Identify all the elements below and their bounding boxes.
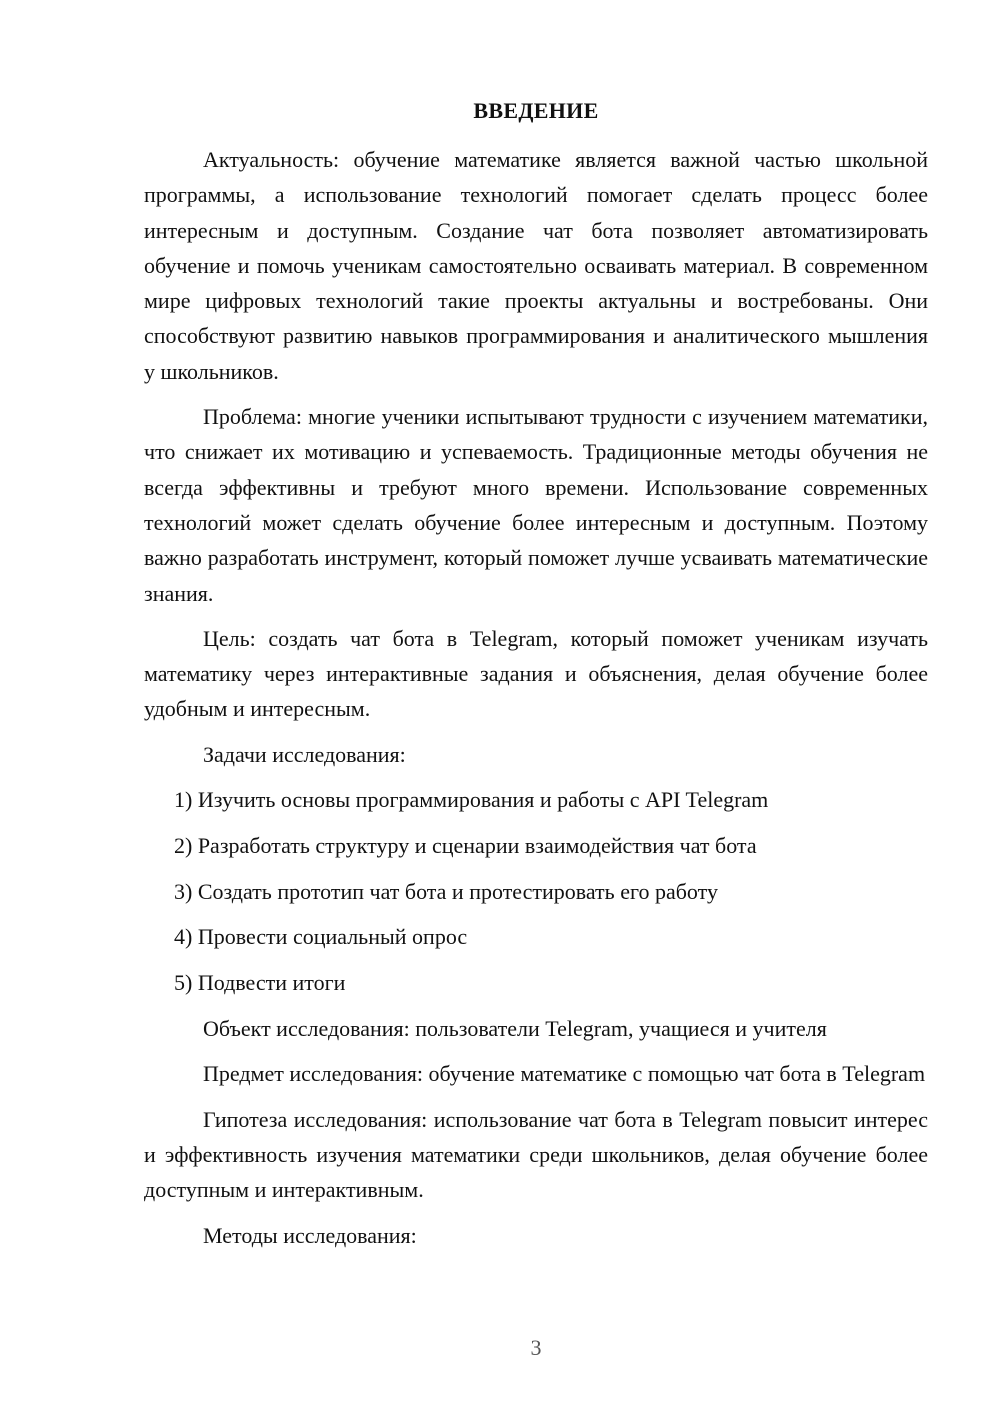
- page-number: 3: [530, 1335, 542, 1360]
- relevance-paragraph: Актуальность: обучение математике является важной частью школьной программы, а использование технологий помогает сделать процесс более интересным и доступным. Создание чат бота позволяет автоматизировать обучение и помочь ученикам самостоятельно осваивать материал. В современном мире цифровых технологий такие проекты актуальны и востребованы. Они способствуют развитию навыков программирования и аналитического мышления у школьников.: [144, 147, 928, 384]
- task-list-item: 1) Изучить основы программирования и работы с API Telegram: [174, 787, 769, 813]
- hypothesis-paragraph: Гипотеза исследования: использование чат бота в Telegram повысит интерес и эффективность изучения математики среди школьников, делая обучение более доступным и интерактивным.: [144, 1106, 928, 1203]
- methods-heading: Методы исследования:: [203, 1222, 417, 1248]
- subject-paragraph: Предмет исследования: обучение математике с помощью чат бота в Telegram: [203, 1061, 926, 1087]
- section-title: ВВЕДЕНИЕ: [473, 98, 599, 123]
- problem-paragraph: Проблема: многие ученики испытывают трудности с изучением математики, что снижает их мотивацию и успеваемость. Традиционные методы обучения не всегда эффективны и требуют много времени. Использование современных технологий может сделать обучение более интересным и доступным. Поэтому важно разработать инструмент, который поможет лучше усваивать математические знания.: [144, 404, 928, 606]
- task-list-item: 3) Создать прототип чат бота и протестировать его работу: [174, 878, 718, 904]
- body-text: [144, 142, 928, 1263]
- goal-paragraph: Цель: создать чат бота в Telegram, который поможет ученикам изучать математику через интерактивные задания и объяснения, делая обучение более удобным и интересным.: [144, 625, 928, 722]
- task-list-item: 5) Подвести итоги: [174, 970, 346, 996]
- tasks-heading: Задачи исследования:: [203, 741, 406, 767]
- object-paragraph: Объект исследования: пользователи Telegram, учащиеся и учителя: [203, 1016, 827, 1042]
- task-list-item: 4) Провести социальный опрос: [174, 924, 468, 950]
- task-list-item: 2) Разработать структуру и сценарии взаимодействия чат бота: [174, 832, 757, 858]
